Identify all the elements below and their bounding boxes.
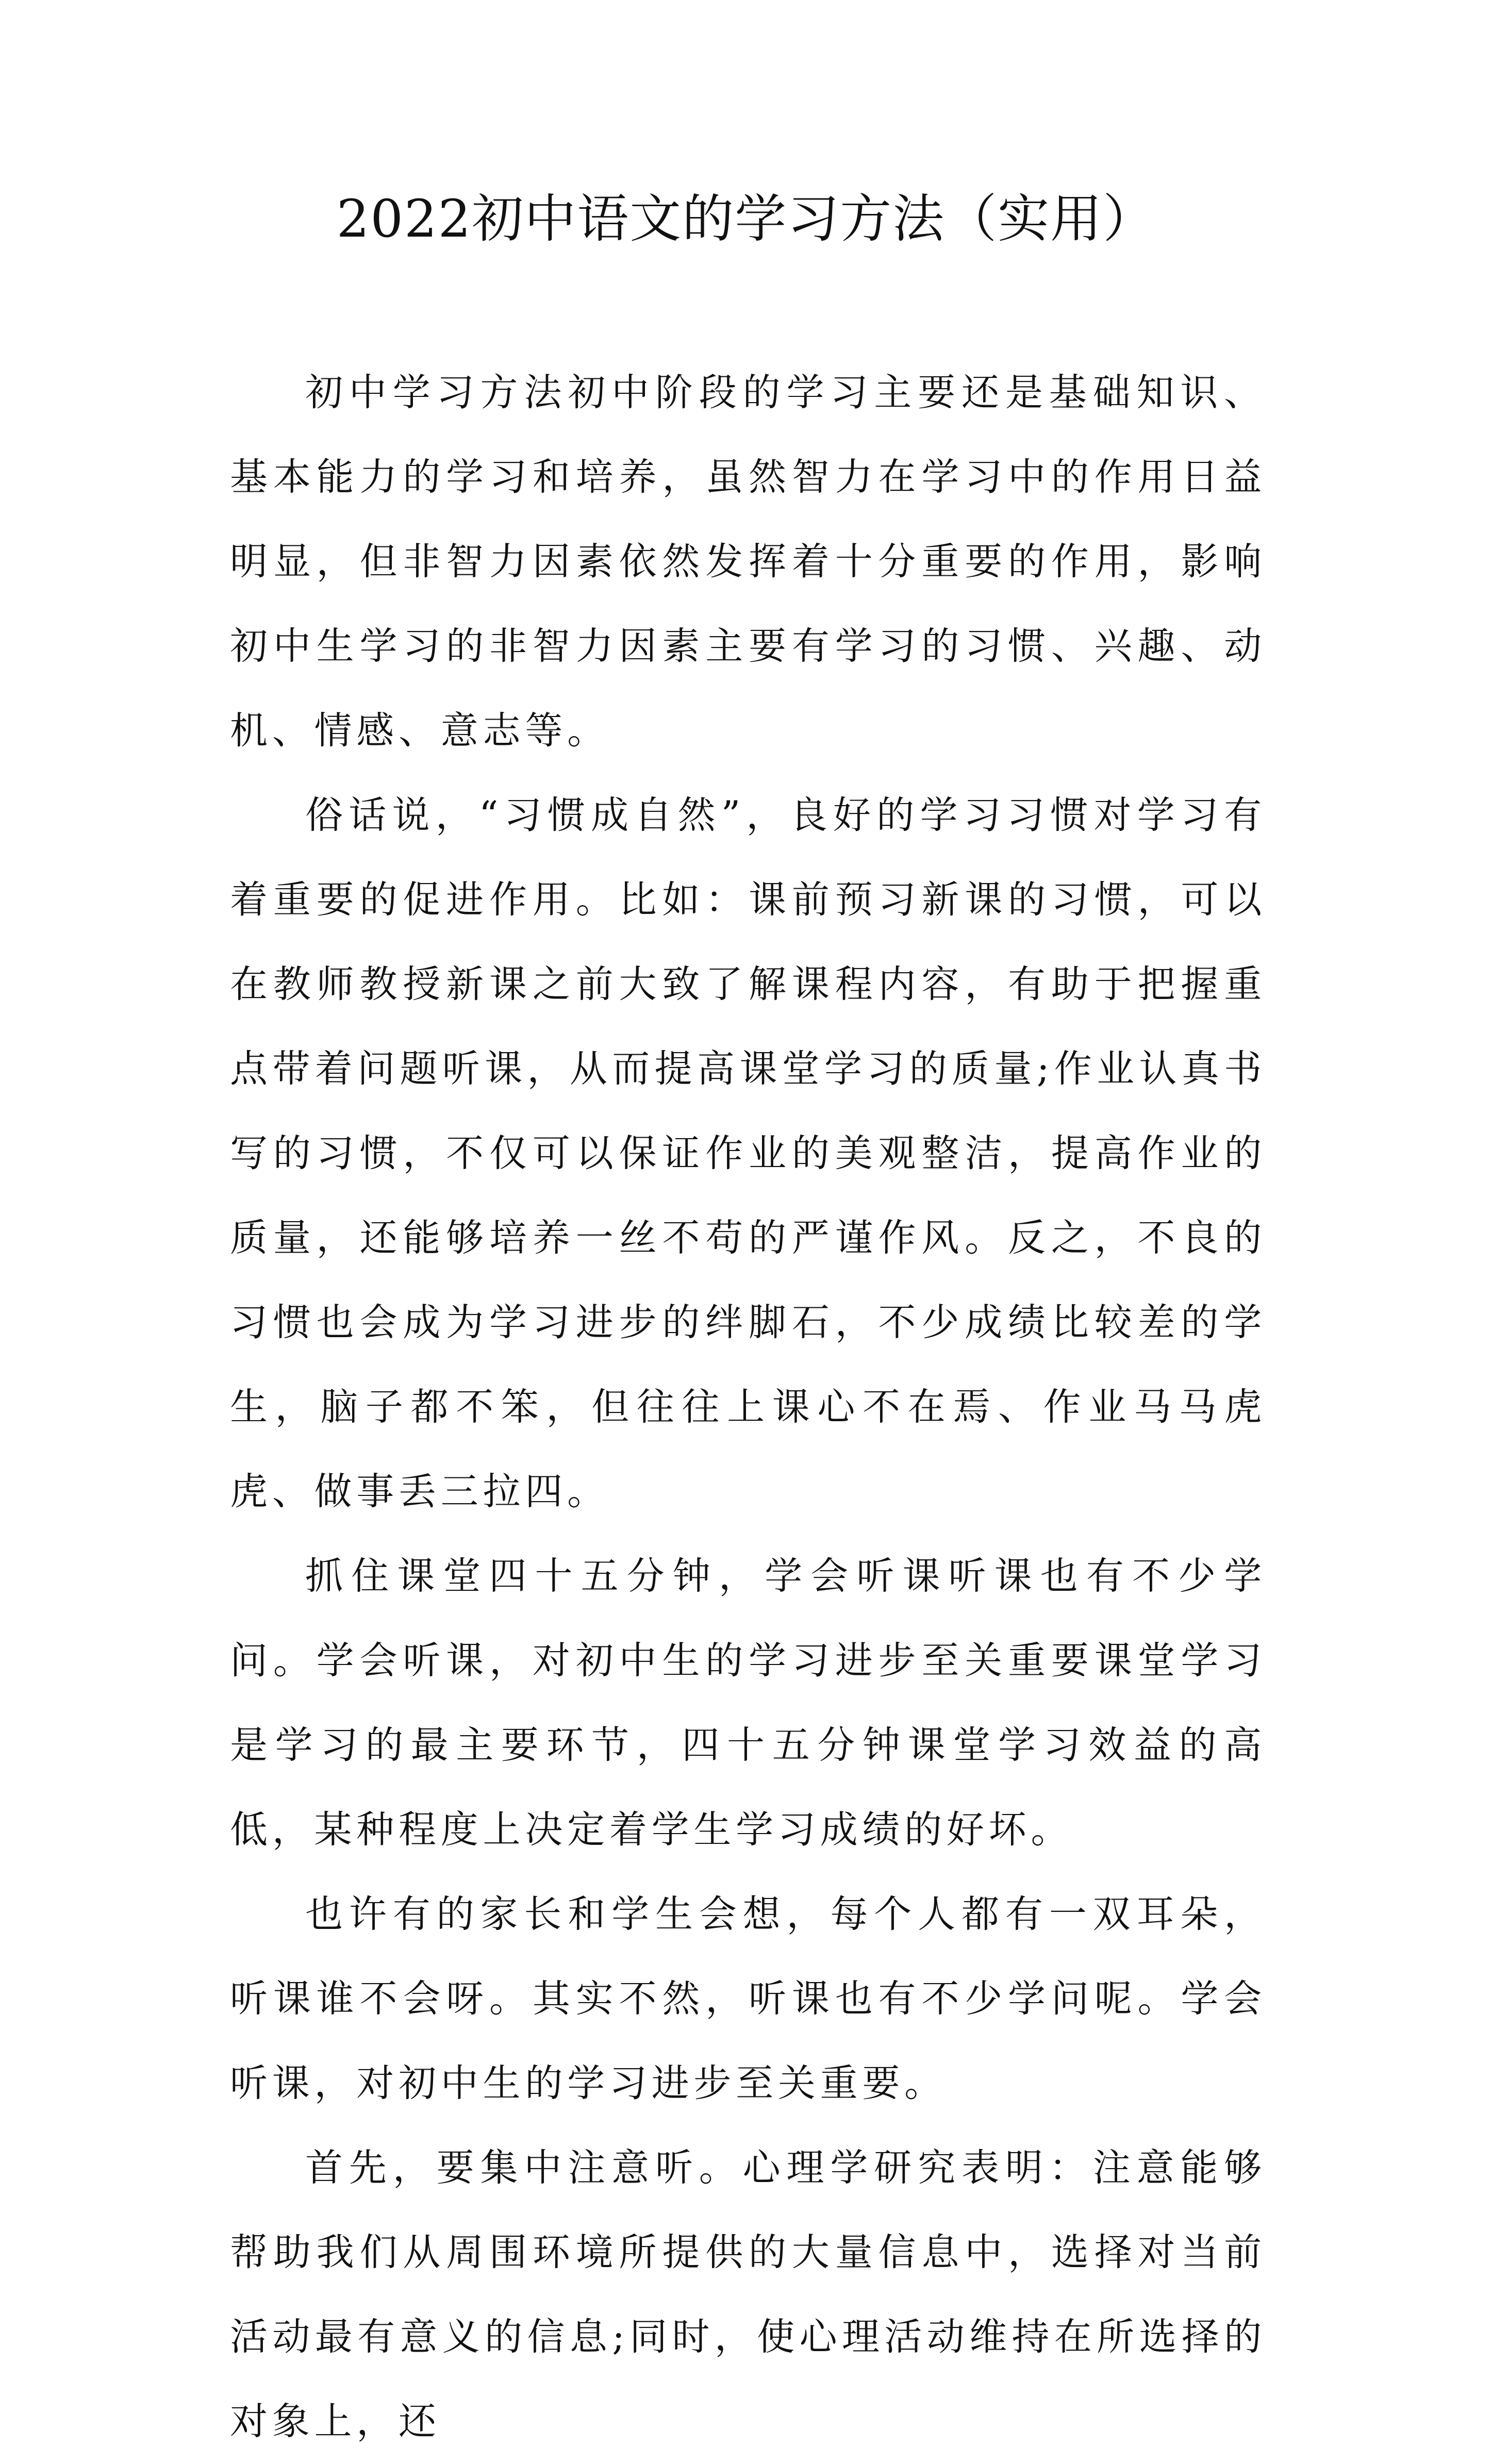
paragraph-2: 俗话说，“习惯成自然”，良好的学习习惯对学习有着重要的促进作用。比如：课前预习新课的习惯，可以在教师教授新课之前大致了解课程内容，有助于把握重点带着问题听课，从而提高课堂学习的质量;作业认真书写的习惯，不仅可以保证作业的美观整洁，提高作业的质量，还能够培养一丝不苟的严谨作风。反之，不良的习惯也会成为学习进步的绊脚石，不少成绩比较差的学生，脑子都不笨，但往往上课心不在焉、作业马马虎虎、做事丢三拉四。: [230, 793, 1266, 1513]
paragraph-1: 初中学习方法初中阶段的学习主要还是基础知识、基本能力的学习和培养，虽然智力在学习中的作用日益明显，但非智力因素依然发挥着十分重要的作用，影响初中生学习的非智力因素主要有学习的习惯、兴趣、动机、情感、意志等。: [230, 371, 1266, 753]
document-body: [230, 351, 1266, 2464]
document-title: 2022初中语文的学习方法（实用）: [336, 189, 1156, 249]
paragraph-4: 也许有的家长和学生会想，每个人都有一双耳朵，听课谁不会呀。其实不然，听课也有不少学问呢。学会听课，对初中生的学习进步至关重要。: [230, 1892, 1266, 2105]
paragraph-5: 首先，要集中注意听。心理学研究表明：注意能够帮助我们从周围环境所提供的大量信息中，选择对当前活动最有意义的信息;同时，使心理活动维持在所选择的对象上，还: [230, 2146, 1266, 2443]
paragraph-3: 抓住课堂四十五分钟，学会听课听课也有不少学问。学会听课，对初中生的学习进步至关重要课堂学习是学习的最主要环节，四十五分钟课堂学习效益的高低，某种程度上决定着学生学习成绩的好坏。: [230, 1554, 1266, 1852]
